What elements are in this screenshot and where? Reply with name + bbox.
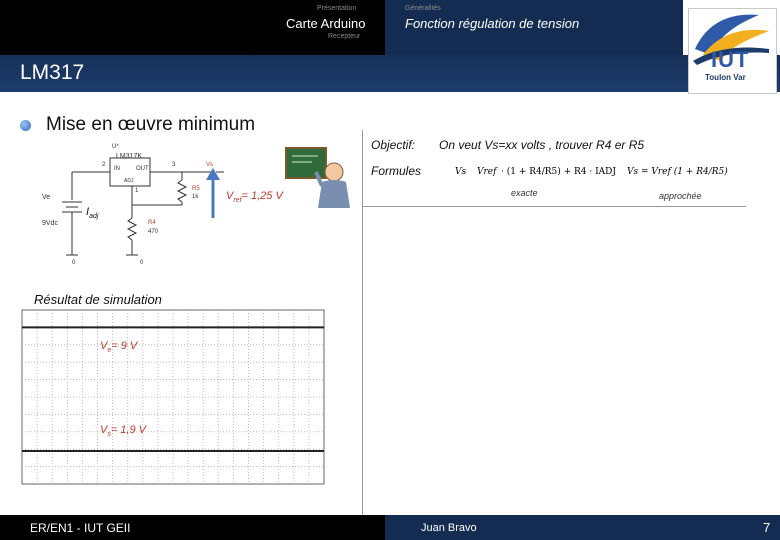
teacher-clipart-icon	[282, 142, 354, 212]
objective-panel	[362, 130, 746, 516]
schematic-r5-value: 1k	[192, 194, 199, 200]
header-right-bar	[385, 0, 683, 55]
schematic-vs-label: Vs	[206, 162, 214, 168]
schematic-pin-adj: ADJ	[124, 178, 134, 184]
schematic-r5-label: R5	[192, 186, 200, 192]
slide-title-bar	[0, 55, 780, 92]
schematic-ground-2: 0	[140, 260, 144, 266]
header-left-bar	[0, 0, 385, 55]
vref-arrow-icon	[206, 168, 220, 218]
iadj-label: $I_{adj}$	[86, 206, 99, 221]
footer-author: Juan Bravo	[421, 522, 477, 534]
schematic-ve-label: Ve	[42, 194, 51, 201]
simulation-plot	[14, 306, 330, 498]
footer-right-bar	[385, 515, 780, 540]
schematic-r4-value: 470	[148, 229, 159, 235]
header-section-small: Présentation	[317, 5, 357, 12]
bullet-icon	[20, 120, 31, 131]
schematic-pin-in: IN	[114, 166, 120, 172]
schematic-node-1: 1	[135, 188, 139, 194]
logo-text: IUT	[711, 47, 750, 72]
schematic-r4-label: R4	[148, 220, 156, 226]
footer-left-bar	[0, 515, 385, 540]
vs-annotation: $V_s= 1,9$ V	[100, 424, 147, 439]
simulation-label: Résultat de simulation	[34, 292, 162, 307]
vref-label: $V_{ref}= 1,25$ V	[226, 190, 283, 205]
lm317-schematic	[32, 140, 227, 275]
ve-annotation: $V_e= 9$ V	[100, 340, 138, 355]
objective-text: On veut Vs=xx volts , trouver R4 er R5	[439, 138, 645, 152]
footer-page-number: 7	[763, 520, 771, 535]
schematic-u-label: U*	[112, 144, 119, 150]
header-section-title: Carte Arduino	[286, 16, 366, 31]
slide-title: LM317	[20, 61, 85, 84]
svg-text:· (1 + R4/R5) + R4 · IADJ: · (1 + R4/R5) + R4 · IADJ	[501, 167, 616, 177]
header-topic-small: Généralités	[405, 5, 441, 12]
schematic-drawing	[32, 140, 227, 275]
formulas-label: Formules	[371, 164, 422, 178]
formula-exact-caption: exacte	[511, 188, 538, 198]
schematic-node-2: 2	[102, 162, 106, 168]
formula-image	[455, 154, 745, 188]
svg-text:Vs: Vs	[455, 167, 467, 177]
header-section-sub: Recepteur	[328, 33, 361, 40]
footer-course: ER/EN1 - IUT GEII	[30, 521, 131, 535]
schematic-ground-1: 0	[72, 260, 76, 266]
svg-text:Vs = Vref (1 + R4/R5): Vs = Vref (1 + R4/R5)	[627, 167, 728, 177]
objective-label: Objectif:	[371, 138, 416, 152]
bullet-text: Mise en œuvre minimum	[46, 114, 256, 135]
schematic-ve-value: 9Vdc	[42, 220, 58, 227]
logo-subtitle: Toulon Var	[705, 73, 746, 82]
schematic-pin-out: OUT	[136, 166, 149, 172]
schematic-node-3: 3	[172, 162, 176, 168]
iut-logo	[688, 8, 777, 94]
objective-divider	[363, 206, 746, 207]
svg-text:Vref: Vref	[477, 167, 497, 177]
simulation-chart	[14, 306, 330, 498]
schematic-chip-name: LM317K	[116, 153, 143, 160]
formula-approx-caption: approchée	[659, 191, 702, 201]
header-topic-title: Fonction régulation de tension	[405, 16, 580, 31]
